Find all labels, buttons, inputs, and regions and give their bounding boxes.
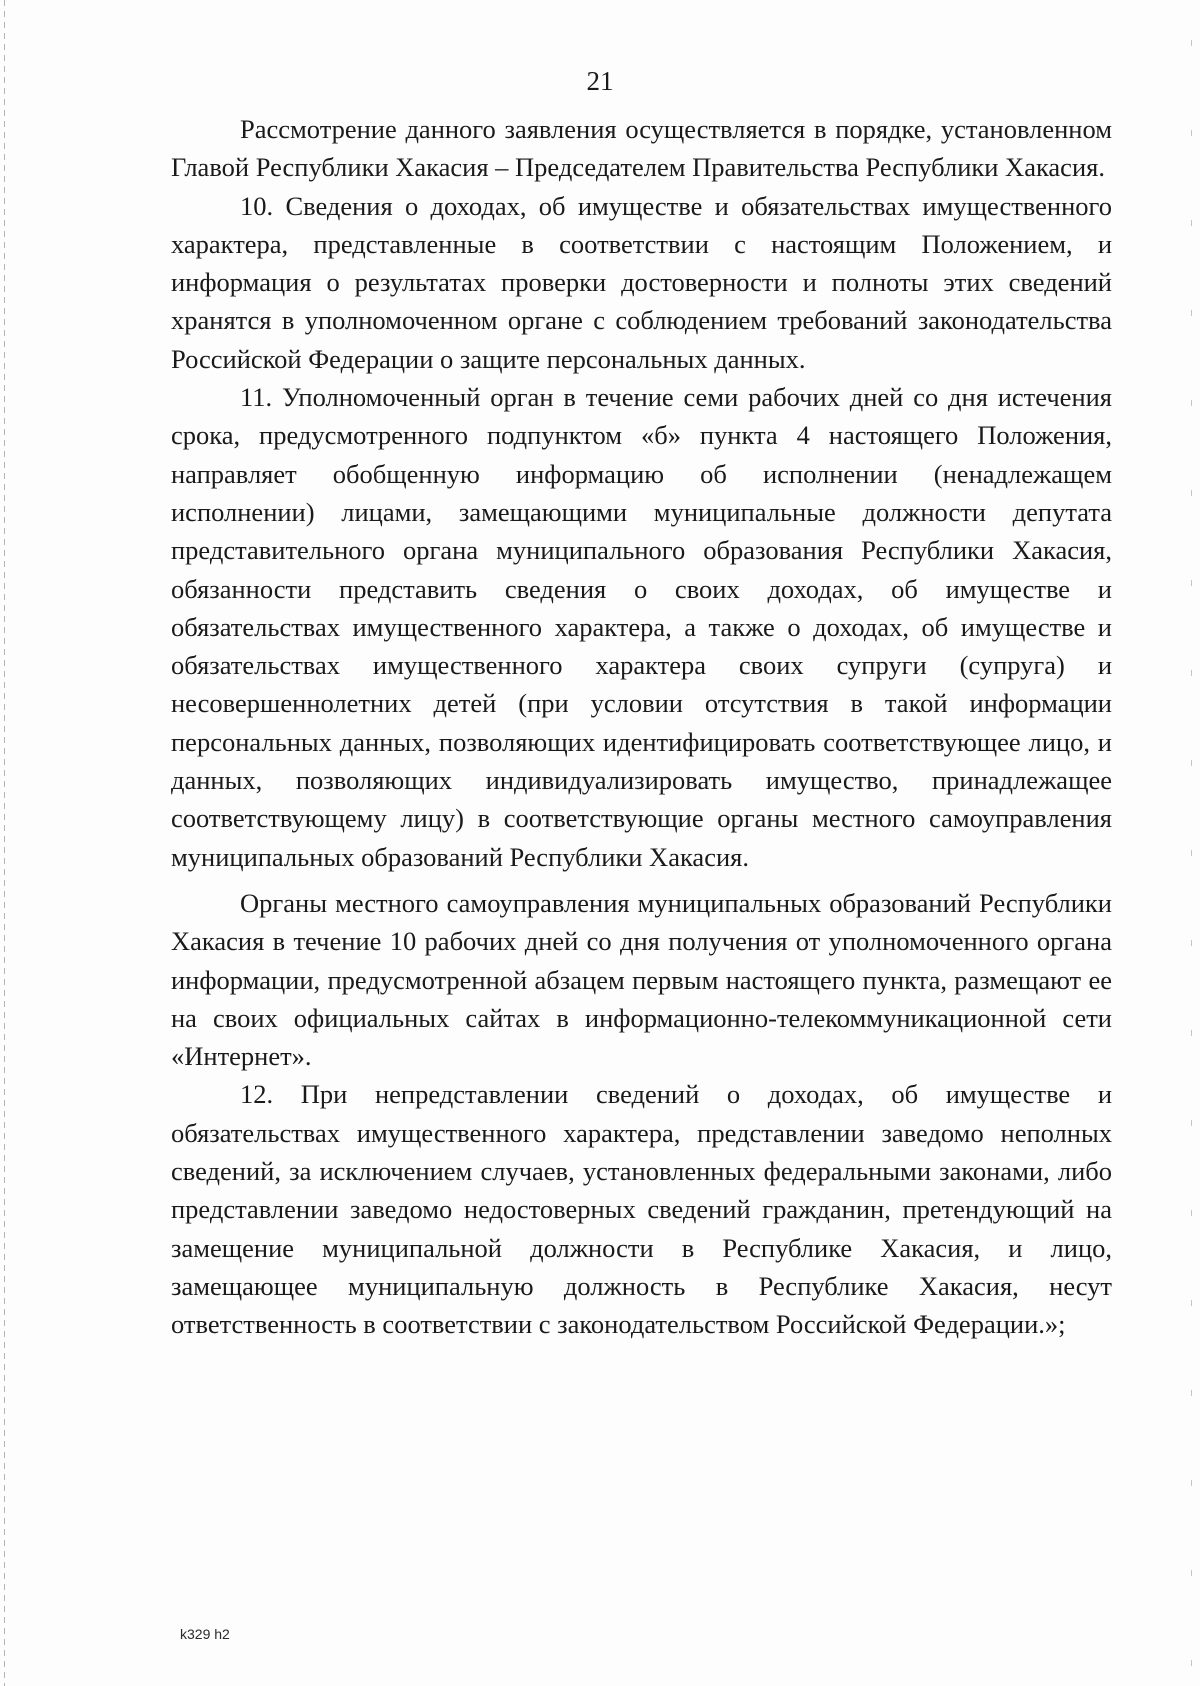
paragraph-item-10: 10. Сведения о доходах, об имуществе и обязательствах имущественного характера, представленные в соответствии с настоящим Положением, и информация о результатах проверки достоверности и полноты этих сведений хранятся в уполномоченном органе с соблюдением требований законодательства Российской Федерации о защите персональных данных. xyxy=(171,190,1112,374)
paragraph-review-procedure: Рассмотрение данного заявления осуществляется в порядке, установленном Главой Республики Хакасия – Председателем Правительства Республики Хакасия. xyxy=(171,114,1112,183)
document-body xyxy=(171,110,1112,1344)
paragraph-item-11: 11. Уполномоченный орган в течение семи рабочих дней со дня истечения срока, предусмотренного подпунктом «б» пункта 4 настоящего Положения, направляет обобщенную информацию об исполнении (ненадлежащем исполнении) лицами, замещающими муниципальные должности депутата представительного органа муниципального образования Республики Хакасия, обязанности представить сведения о своих доходах, об имуществе и обязательствах имущественного характера, а также о доходах, об имуществе и обязательствах имущественного характера своих супруги (супруга) и несовершеннолетних детей (при условии отсутствия в такой информации персональных данных, позволяющих идентифицировать соответствующее лицо, и данных, позволяющих индивидуализировать имущество, принадлежащее соответствующему лицу) в соответствующие органы местного самоуправления муниципальных образований Республики Хакасия. xyxy=(171,382,1112,872)
paragraph-item-12: 12. При непредставлении сведений о доходах, об имуществе и обязательствах имущественного характера, представлении заведомо неполных сведений, за исключением случаев, установленных федеральными законами, либо представлении заведомо недостоверных сведений гражданин, претендующий на замещение муниципальной должности в Республике Хакасия, и лицо, замещающее муниципальную должность в Республике Хакасия, несут ответственность в соответствии с законодательством Российской Федерации.»; xyxy=(171,1079,1112,1340)
page-number: 21 xyxy=(586,66,614,96)
scan-edge-right xyxy=(1191,0,1192,1686)
footer-document-code: k329 h2 xyxy=(180,1626,230,1642)
scan-edge-left xyxy=(4,0,5,1686)
paragraph-item-11-part-2: Органы местного самоуправления муниципальных образований Республики Хакасия в течение 10 рабочих дней со дня получения от уполномоченного органа информации, предусмотренной абзацем первым настоящего пункта, размещают ее на своих официальных сайтах в информационно-телекоммуникационной сети «Интернет». xyxy=(171,887,1112,1072)
